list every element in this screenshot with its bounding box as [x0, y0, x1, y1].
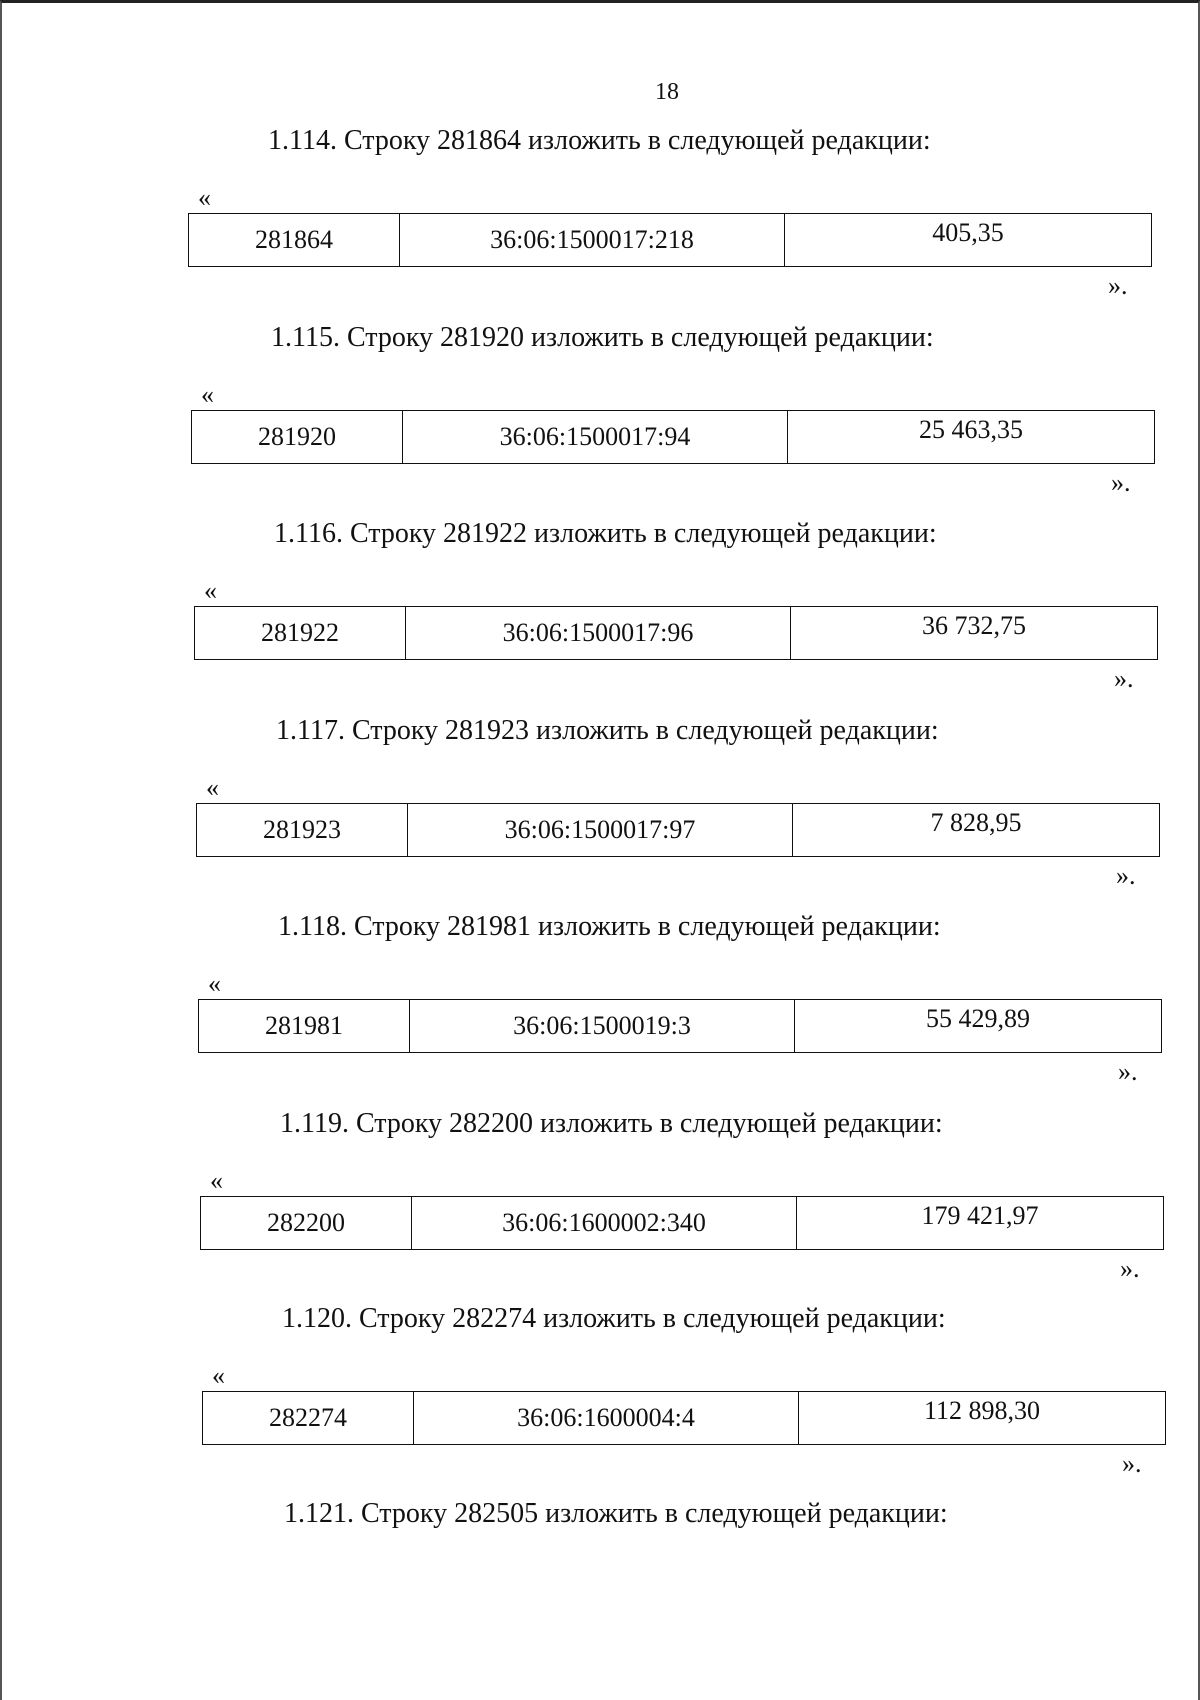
value-cell: 112 898,30	[799, 1392, 1166, 1445]
cadastral-number-cell: 36:06:1600004:4	[414, 1392, 799, 1445]
row-number-cell: 281864	[189, 214, 400, 267]
cadastral-number-cell: 36:06:1500017:97	[408, 804, 793, 857]
row-number-cell: 281920	[192, 411, 403, 464]
close-quote-mark: ».	[1120, 1254, 1140, 1283]
amendment-heading: 1.120. Строку 282274 изложить в следующей редакции:	[282, 1303, 946, 1334]
cadastral-number-cell: 36:06:1500019:3	[410, 1000, 795, 1053]
table-row	[203, 1392, 1166, 1445]
table-row	[195, 607, 1158, 660]
amendment-row-table	[202, 1391, 1166, 1445]
open-quote-mark: «	[206, 773, 219, 802]
close-quote-mark: ».	[1111, 468, 1131, 497]
open-quote-mark: «	[201, 380, 214, 409]
close-quote-mark: ».	[1118, 1057, 1138, 1086]
table-row	[201, 1197, 1164, 1250]
close-quote-mark: ».	[1116, 861, 1136, 890]
value-cell: 405,35	[785, 214, 1152, 267]
amendment-row-table	[194, 606, 1158, 660]
amendment-heading: 1.117. Строку 281923 изложить в следующей редакции:	[276, 715, 939, 746]
open-quote-mark: «	[212, 1361, 225, 1390]
amendment-heading: 1.116. Строку 281922 изложить в следующей редакции:	[274, 518, 937, 549]
close-quote-mark: ».	[1122, 1449, 1142, 1478]
amendment-heading: 1.118. Строку 281981 изложить в следующей редакции:	[278, 911, 941, 942]
open-quote-mark: «	[198, 183, 211, 212]
cadastral-number-cell: 36:06:1500017:96	[406, 607, 791, 660]
value-cell: 7 828,95	[793, 804, 1160, 857]
amendment-row-table	[200, 1196, 1164, 1250]
open-quote-mark: «	[204, 576, 217, 605]
cadastral-number-cell: 36:06:1500017:218	[400, 214, 785, 267]
row-number-cell: 281922	[195, 607, 406, 660]
table-row	[192, 411, 1155, 464]
row-number-cell: 281981	[199, 1000, 410, 1053]
amendment-row-table	[196, 803, 1160, 857]
table-row	[199, 1000, 1162, 1053]
value-cell: 36 732,75	[791, 607, 1158, 660]
amendment-row-table	[198, 999, 1162, 1053]
value-cell: 179 421,97	[797, 1197, 1164, 1250]
open-quote-mark: «	[208, 969, 221, 998]
value-cell: 55 429,89	[795, 1000, 1162, 1053]
amendment-heading: 1.119. Строку 282200 изложить в следующей редакции:	[280, 1108, 943, 1139]
table-row	[189, 214, 1152, 267]
value-cell: 25 463,35	[788, 411, 1155, 464]
close-quote-mark: ».	[1114, 664, 1134, 693]
close-quote-mark: ».	[1108, 271, 1128, 300]
row-number-cell: 282274	[203, 1392, 414, 1445]
amendment-heading: 1.121. Строку 282505 изложить в следующей редакции:	[284, 1498, 948, 1529]
page-number: 18	[655, 79, 679, 105]
row-number-cell: 281923	[197, 804, 408, 857]
table-row	[197, 804, 1160, 857]
cadastral-number-cell: 36:06:1600002:340	[412, 1197, 797, 1250]
amendment-heading: 1.115. Строку 281920 изложить в следующей редакции:	[271, 322, 934, 353]
row-number-cell: 282200	[201, 1197, 412, 1250]
amendment-heading: 1.114. Строку 281864 изложить в следующей редакции:	[268, 125, 931, 156]
open-quote-mark: «	[210, 1166, 223, 1195]
amendment-row-table	[191, 410, 1155, 464]
cadastral-number-cell: 36:06:1500017:94	[403, 411, 788, 464]
amendment-row-table	[188, 213, 1152, 267]
